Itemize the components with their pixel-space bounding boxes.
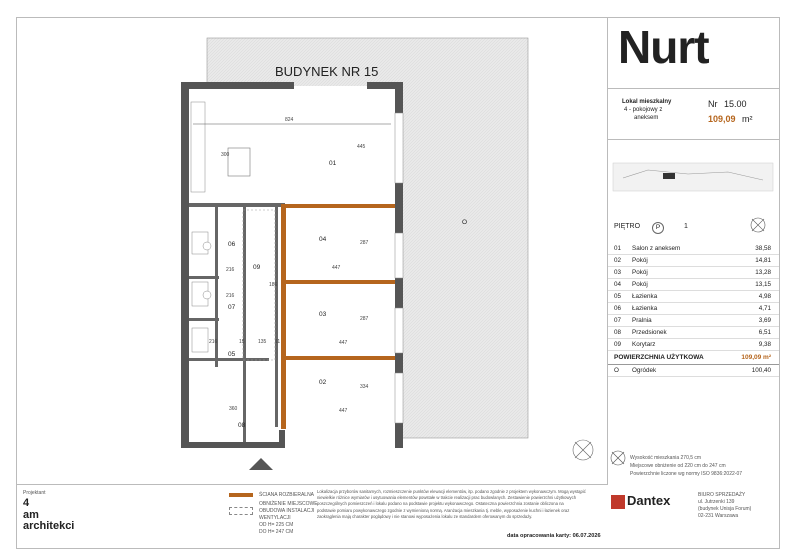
legend-lowered-3: WENTYLACJI [259, 515, 291, 521]
room-label-03: 03 [319, 311, 327, 318]
table-row: 08 Przedsionek 6,51 [608, 327, 779, 339]
sales-line-2: (budynek Unisja Forum) [698, 506, 752, 512]
legend-lowered-swatch [229, 507, 253, 515]
architect-logo-3: architekci [23, 520, 75, 532]
nurt-logo [618, 21, 768, 78]
room-label-06: 06 [228, 241, 236, 248]
legend-h2: DO H= 247 CM [259, 529, 294, 535]
architect-logo-2: am [23, 509, 39, 521]
room-label-09: 09 [253, 264, 261, 271]
legend-lowered-1: OBNIŻENIE MIEJSCOWE [259, 501, 318, 507]
note-icon [608, 448, 628, 468]
room-label-07: 07 [228, 304, 236, 311]
total-area-row: POWIERZCHNIA UŻYTKOWA 109,09 m² [608, 351, 779, 365]
architect-label: Projektant [23, 490, 46, 496]
dantex-logo-text: Dantex [627, 493, 671, 508]
unit-nr-value: 15.00 [724, 99, 747, 109]
plan-area [17, 18, 608, 485]
dim-287b: 287 [360, 316, 369, 322]
dim-216a: 216 [226, 267, 235, 273]
dim-447b: 447 [339, 340, 348, 346]
room-label-08: 08 [238, 422, 246, 429]
dantex-logo-mark [611, 495, 625, 509]
floor-number: 1 [684, 223, 688, 230]
sales-line-3: 02-231 Warszawa [698, 513, 739, 519]
site-plan-thumbnail [608, 158, 779, 198]
info-panel [608, 18, 779, 484]
table-row: 02 Pokój 14,81 [608, 255, 779, 267]
garden-label: O [462, 219, 468, 226]
disclaimer: Lokalizacja przyborów sanitarnych, rozmieszczenie punktów elewacji elementów, itp. podano zgodnie z projektem wykonawczym. Mogą wystąpić niewielkie różnice wymiarów i usytuowania elementów powstałe w trakcie realizacji prac budowlanych. Zestawienie powierzchni użytkowych poszczególnych pomieszczeń i lokalu podano na podstawie projektu wykonawczego. Ostateczna powierzchnia zostanie obliczona na podstawie pomiaru powykonawczego zgodnie z wymienioną normą. Aranżacja mieszkania tj. meble, wyposażenie kuchni i łazienek oraz zaokrąglenia mają charakter poglądowy i nie stanowi wyposażenia lokalu ze standardem oferowanym do sprzedaży. [317, 489, 586, 519]
dim-186: 186 [269, 282, 278, 288]
note-height: Wysokość mieszkania 270,5 cm [630, 455, 702, 461]
dim-445: 445 [357, 144, 366, 150]
nurt-logo-text: Nurt [618, 21, 709, 73]
unit-summary [608, 88, 779, 140]
floor-plan-drawing [17, 18, 607, 484]
room-label-02: 02 [319, 379, 327, 386]
legend-lowered-2: OBUDOWA INSTALACJI [259, 508, 315, 514]
dim-360: 360 [229, 406, 238, 412]
unit-type-2: 4 - pokojowy z [624, 107, 663, 113]
legend-wall-swatch [229, 493, 253, 497]
dim-11: 11 [275, 339, 281, 345]
dim-824: 824 [285, 117, 294, 123]
legend-h1: OD H= 225 CM [259, 522, 294, 528]
dim-216c: 216 [209, 339, 218, 345]
floor-plan-sheet [16, 17, 780, 549]
date-line: data opracowania karty: 06.07.2026 [507, 533, 601, 539]
unit-type-1: Lokal mieszkalny [622, 99, 672, 105]
table-row: 05 Łazienka 4,98 [608, 291, 779, 303]
dim-15: 15 [239, 339, 245, 345]
table-row: 01 Salon z aneksem 38,58 [608, 243, 779, 255]
legend-wall-label: ŚCIANA ROZBIERALNA [259, 492, 315, 498]
dim-300: 300 [221, 152, 230, 158]
dim-447a: 447 [332, 265, 341, 271]
unit-area-value: 109,09 [708, 114, 736, 124]
sales-title: BIURO SPRZEDAŻY [698, 492, 746, 498]
table-row: 03 Pokój 13,28 [608, 267, 779, 279]
footer [17, 485, 779, 548]
compass-icon [748, 215, 768, 235]
room-label-01: 01 [329, 160, 337, 167]
dim-216b: 216 [226, 293, 235, 299]
room-label-05: 05 [228, 351, 236, 358]
architect-logo-1: 4 [23, 497, 30, 509]
table-row: 07 Pralnia 3,69 [608, 315, 779, 327]
building-label: BUDYNEK NR 15 [275, 64, 379, 79]
rooms-table [608, 243, 779, 377]
sales-line-1: ul. Jutrzenki 139 [698, 499, 735, 505]
floor-label: PIĘTRO [614, 223, 641, 230]
dim-135: 135 [258, 339, 267, 345]
table-row: 06 Łazienka 4,71 [608, 303, 779, 315]
entrance-arrow [249, 458, 273, 470]
dim-447c: 447 [339, 408, 348, 414]
dim-287a: 287 [360, 240, 369, 246]
table-row: 09 Korytarz 9,38 [608, 339, 779, 351]
room-label-04: 04 [319, 236, 327, 243]
note-lowered: Miejscowe obniżenie od 220 cm do 247 cm [630, 463, 726, 469]
unit-area-unit: m² [742, 114, 753, 124]
unit-type-3: aneksem [634, 115, 659, 121]
unit-nr-label: Nr [708, 99, 718, 109]
note-iso: Powierzchnie liczone wg normy ISO 9836:2022-07 [630, 471, 743, 477]
table-row: 04 Pokój 13,15 [608, 279, 779, 291]
floor-code: P [652, 222, 664, 234]
dim-334: 334 [360, 384, 369, 390]
garden-row: O Ogródek 100,40 [608, 365, 779, 377]
